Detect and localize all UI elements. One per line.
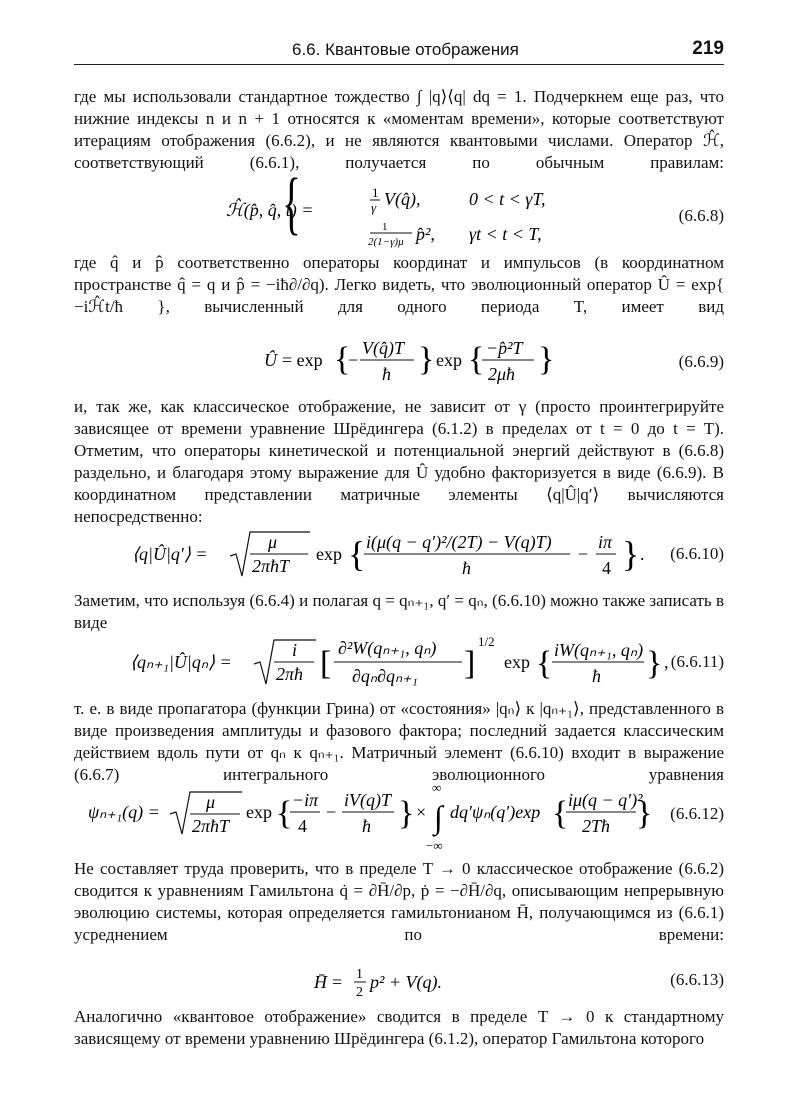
svg-text:ħ: ħ bbox=[362, 816, 371, 836]
svg-text:p̂²,: p̂², bbox=[416, 224, 435, 244]
svg-text:{: { bbox=[276, 795, 293, 832]
svg-text:μ: μ bbox=[268, 532, 278, 552]
svg-text:2πħT: 2πħT bbox=[252, 556, 290, 576]
svg-text:⟨qₙ₊₁|Û|qₙ⟩ =: ⟨qₙ₊₁|Û|qₙ⟩ = bbox=[130, 652, 232, 672]
svg-text:exp: exp bbox=[504, 652, 530, 672]
equation-6-6-8-render bbox=[214, 165, 634, 250]
svg-text:iV(q)T: iV(q)T bbox=[344, 790, 391, 810]
svg-text:ħ: ħ bbox=[462, 558, 471, 578]
svg-text:{: { bbox=[536, 645, 553, 682]
paragraph-3: и, так же, как классическое отображение, не зависит от γ (просто проинтегрируйте зависящее от времени уравнение Шрёдингера (6.1.2) в пределах от t = 0 до t = T). Отметим, что операторы кинетической и потенциальной энергий действуют в (6.6.8) раздельно, и благодаря этому выражение для Û удобно факторизуется в виде (6.6.9). В координатном представлении матричные элементы ⟨q|Û|q′⟩ вычисляются непосредственно: bbox=[74, 397, 724, 526]
equation-number: (6.6.13) bbox=[670, 970, 724, 989]
svg-text:dq′ψₙ(q′)exp: dq′ψₙ(q′)exp bbox=[450, 802, 541, 822]
equation-6-6-11 bbox=[74, 632, 724, 694]
svg-text:V(q̂),: V(q̂), bbox=[384, 189, 421, 209]
svg-text:−iπ: −iπ bbox=[292, 790, 319, 810]
svg-text:−∞: −∞ bbox=[426, 838, 443, 853]
svg-text:−: − bbox=[326, 802, 337, 822]
svg-text:exp: exp bbox=[246, 802, 272, 822]
paragraph-1: где мы использовали стандартное тождество ∫ |q⟩⟨q| dq = 1. Подчеркнем еще раз, что нижние индексы n и n + 1 относятся к «моментам времени», которые соответствуют итерациям отображения (6.6.2), и не являются квантовыми числами. Оператор ℋ̂, соответствующий (6.6.1), получается по обычным правилам: bbox=[74, 87, 724, 172]
svg-text:∞: ∞ bbox=[432, 780, 442, 795]
running-header bbox=[74, 38, 724, 65]
equation-6-6-10-render bbox=[132, 526, 672, 584]
svg-text:2Tħ: 2Tħ bbox=[582, 816, 611, 836]
svg-text:i(μ(q − q′)²/(2T) − V(q)T): i(μ(q − q′)²/(2T) − V(q)T) bbox=[366, 532, 552, 552]
svg-text:∂²W(qₙ₊₁, qₙ): ∂²W(qₙ₊₁, qₙ) bbox=[338, 638, 437, 658]
paragraph-2: где q̂ и p̂ соответственно операторы координат и импульсов (в координатном пространстве q̂ = q и p̂ = −iħ∂/∂q). Легко видеть, что эволюционный оператор Û = exp{ −iℋ̂t/ħ }, вычисленный для одного периода T, имеет вид bbox=[74, 253, 724, 316]
section-title: 6.6. Квантовые отображения bbox=[292, 40, 519, 59]
svg-text:[: [ bbox=[320, 645, 332, 682]
equation-6-6-9-render bbox=[264, 330, 604, 390]
equation-number: (6.6.10) bbox=[670, 544, 724, 563]
svg-text:∫: ∫ bbox=[434, 799, 443, 835]
svg-text:4: 4 bbox=[298, 816, 307, 836]
svg-text:,: , bbox=[664, 652, 669, 672]
svg-text:exp: exp bbox=[316, 544, 342, 564]
svg-text:2πħT: 2πħT bbox=[192, 816, 230, 836]
svg-text:ℋ̂(p̂, q̂, t) =: ℋ̂(p̂, q̂, t) = bbox=[226, 200, 314, 220]
svg-text:−: − bbox=[348, 350, 359, 370]
svg-text:ψₙ₊₁(q) =: ψₙ₊₁(q) = bbox=[88, 802, 160, 822]
svg-text:= exp: = exp bbox=[282, 350, 323, 370]
svg-text:1: 1 bbox=[382, 221, 388, 233]
svg-text:{: { bbox=[552, 795, 569, 832]
svg-text:{: { bbox=[348, 534, 366, 574]
page-number: 219 bbox=[692, 38, 724, 59]
svg-text:exp: exp bbox=[436, 350, 462, 370]
svg-text:γ: γ bbox=[371, 200, 377, 215]
svg-text:p² + V(q).: p² + V(q). bbox=[370, 972, 443, 992]
equation-6-6-13 bbox=[74, 962, 724, 1002]
svg-text:4: 4 bbox=[602, 558, 611, 578]
svg-text:}: } bbox=[538, 341, 555, 378]
equation-number: (6.6.11) bbox=[670, 652, 724, 671]
svg-text:}: } bbox=[622, 534, 640, 574]
svg-text:2πħ: 2πħ bbox=[276, 664, 304, 684]
equation-number: (6.6.9) bbox=[678, 352, 724, 371]
svg-text:}: } bbox=[418, 341, 435, 378]
svg-text:V(q̂)T: V(q̂)T bbox=[362, 338, 404, 358]
svg-text:Û: Û bbox=[264, 350, 277, 370]
equation-6-6-11-render bbox=[130, 632, 670, 694]
paragraph-4: Заметим, что используя (6.6.4) и полагая q = qₙ₊₁, q′ = qₙ, (6.6.10) можно также записать в виде bbox=[74, 591, 724, 632]
svg-text:}: } bbox=[646, 645, 663, 682]
equation-6-6-10 bbox=[74, 526, 724, 584]
equation-6-6-8 bbox=[74, 165, 724, 250]
svg-text:}: } bbox=[636, 795, 653, 832]
svg-text:{: { bbox=[468, 341, 485, 378]
svg-text:1/2: 1/2 bbox=[478, 634, 495, 649]
svg-text:ħ: ħ bbox=[382, 364, 391, 384]
svg-text:.: . bbox=[640, 544, 645, 564]
svg-text:i: i bbox=[292, 640, 298, 660]
svg-text:2μħ: 2μħ bbox=[488, 364, 516, 384]
equation-6-6-9 bbox=[74, 330, 724, 390]
svg-text:]: ] bbox=[464, 645, 476, 682]
svg-text:⟨q|Û|q′⟩ =: ⟨q|Û|q′⟩ = bbox=[132, 544, 208, 564]
svg-text:1: 1 bbox=[356, 967, 363, 982]
svg-text:−: − bbox=[578, 544, 589, 564]
svg-text:0 < t < γT,: 0 < t < γT, bbox=[469, 189, 546, 209]
equation-6-6-12 bbox=[74, 778, 724, 852]
svg-text:}: } bbox=[398, 795, 415, 832]
paragraph-6: Не составляет труда проверить, что в пределе T → 0 классическое отображение (6.6.2) сводится к уравнениям Гамильтона q̇ = ∂H̄/∂p, ṗ = −∂H̄/∂q, описывающим непрерывную эволюцию системы, которая определяется гамильтонианом H̄, получающимся из (6.6.1) усреднением по времени: bbox=[74, 859, 724, 944]
paragraph-7: Аналогично «квантовое отображение» сводится в пределе T → 0 к стандартному зависящему от времени уравнению Шрёдингера (6.1.2), оператор Гамильтона которого bbox=[74, 1007, 724, 1048]
svg-text:μ: μ bbox=[206, 792, 216, 812]
svg-text:2: 2 bbox=[356, 985, 363, 1000]
svg-text:2(1−γ)μ: 2(1−γ)μ bbox=[368, 236, 404, 248]
svg-text:=: = bbox=[332, 972, 343, 992]
svg-text:iμ(q − q′)²: iμ(q − q′)² bbox=[568, 790, 643, 810]
svg-text:{: { bbox=[282, 165, 301, 243]
equation-6-6-13-render bbox=[314, 962, 514, 1002]
svg-text:1: 1 bbox=[372, 185, 379, 200]
svg-text:iW(qₙ₊₁, qₙ): iW(qₙ₊₁, qₙ) bbox=[554, 640, 644, 660]
svg-text:{: { bbox=[334, 341, 351, 378]
svg-text:H̄: H̄ bbox=[314, 972, 327, 992]
svg-text:∂qₙ∂qₙ₊₁: ∂qₙ∂qₙ₊₁ bbox=[352, 666, 418, 686]
paragraph-5: т. е. в виде пропагатора (функции Грина) от «состояния» |qₙ⟩ к |qₙ₊₁⟩, представленного в виде произведения амплитуды и фазового фактора; последний задается классическим действием вдоль пути от qₙ к qₙ₊₁. Матричный элемент (6.6.10) входит в выражение (6.6.7) интегрального эволюционного уравнения bbox=[74, 699, 724, 784]
svg-text:×: × bbox=[416, 802, 427, 822]
svg-text:−p̂²T: −p̂²T bbox=[486, 338, 523, 358]
svg-text:ħ: ħ bbox=[592, 666, 601, 686]
equation-number: (6.6.12) bbox=[670, 804, 724, 823]
svg-text:iπ: iπ bbox=[598, 532, 613, 552]
equation-number: (6.6.8) bbox=[678, 206, 724, 225]
svg-text:γt < t < T,: γt < t < T, bbox=[469, 224, 542, 244]
equation-6-6-12-render bbox=[88, 778, 653, 853]
